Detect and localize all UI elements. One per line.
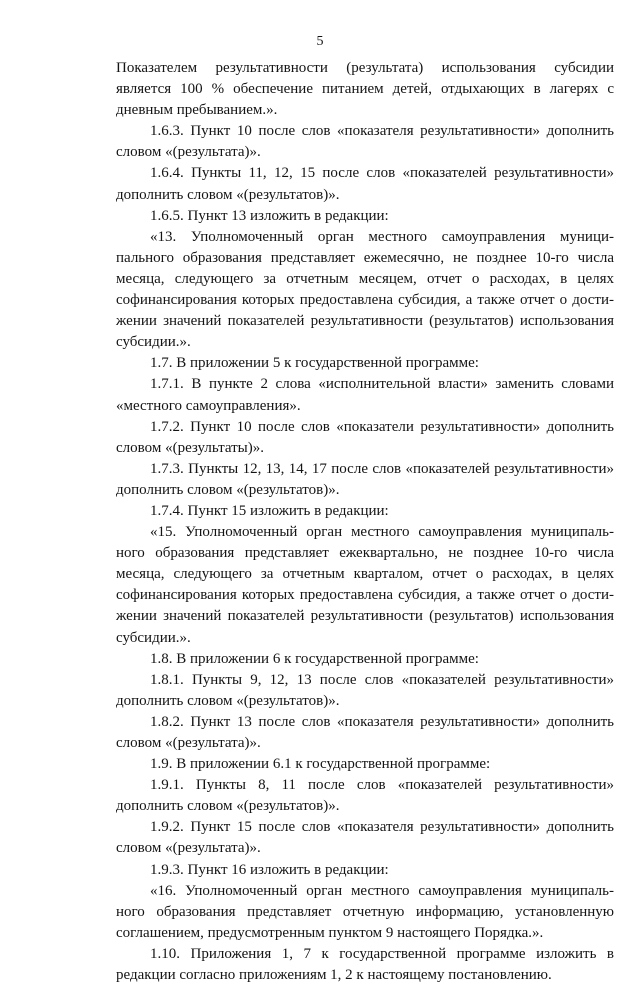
paragraph: «16. Уполномоченный орган местного самоуправления муниципаль-ного образования представляет отчетную информацию, установленную соглашением, предусмотренным пунктом 9 настоящего Порядка.». [116, 882, 614, 941]
paragraph: 1.10. Приложения 1, 7 к государственной программе изложить в редакции согласно приложениям 1, 2 к настоящему постановлению. [116, 945, 614, 984]
document-body [116, 58, 614, 986]
paragraph: 1.7. В приложении 5 к государственной программе: [150, 355, 479, 372]
paragraph: 1.9.1. Пункты 8, 11 после слов «показателей результативности» дополнить словом «(результатов)». [116, 777, 614, 815]
paragraph: 1.9.3. Пункт 16 изложить в редакции: [150, 861, 389, 878]
paragraph: «13. Уполномоченный орган местного самоуправления муници-пального образования представляет ежемесячно, не позднее 10-го числа месяца, следующего за отчетным месяцем, отчет о расходах, в целях софинансирования которых предоставлена субсидия, а также отчет о дости-жении значений показателей результативности (результатов) использования субсидии.». [116, 228, 614, 351]
paragraph: Показателем результативности (результата) использования субсидии является 100 % обеспечение питанием детей, отдыхающих в лагерях с дневным пребыванием.». [116, 60, 614, 119]
paragraph: 1.6.4. Пункты 11, 12, 15 после слов «показателей результативности» дополнить словом «(результатов)». [116, 165, 614, 203]
paragraph: 1.7.4. Пункт 15 изложить в редакции: [150, 502, 389, 519]
paragraph: 1.9. В приложении 6.1 к государственной программе: [150, 756, 491, 773]
paragraph: 1.6.5. Пункт 13 изложить в редакции: [150, 207, 389, 224]
page-number: 5 [316, 34, 324, 49]
paragraph: 1.7.3. Пункты 12, 13, 14, 17 после слов «показателей результативности» дополнить словом «(результатов)». [116, 460, 614, 498]
paragraph: 1.7.1. В пункте 2 слова «исполнительной власти» заменить словами «местного самоуправления». [116, 376, 614, 414]
paragraph: 1.7.2. Пункт 10 после слов «показатели результативности» дополнить словом «(результаты)». [116, 418, 614, 456]
paragraph: 1.8.1. Пункты 9, 12, 13 после слов «показателей результативности» дополнить словом «(результатов)». [116, 671, 614, 709]
paragraph: 1.9.2. Пункт 15 после слов «показателя результативности» дополнить словом «(результата)». [116, 819, 614, 857]
paragraph: 1.8.2. Пункт 13 после слов «показателя результативности» дополнить словом «(результата)». [116, 713, 614, 751]
paragraph: «15. Уполномоченный орган местного самоуправления муниципаль-ного образования представляет ежеквартально, не позднее 10-го числа месяца, следующего за отчетным кварталом, отчет о расходах, в целях софинансирования которых предоставлена субсидия, а также отчет о дости-жении значений показателей результативности (результатов) использования субсидии.». [116, 524, 614, 646]
paragraph: 1.8. В приложении 6 к государственной программе: [150, 650, 479, 667]
paragraph: 1.6.3. Пункт 10 после слов «показателя результативности» дополнить словом «(результата)». [116, 123, 614, 161]
